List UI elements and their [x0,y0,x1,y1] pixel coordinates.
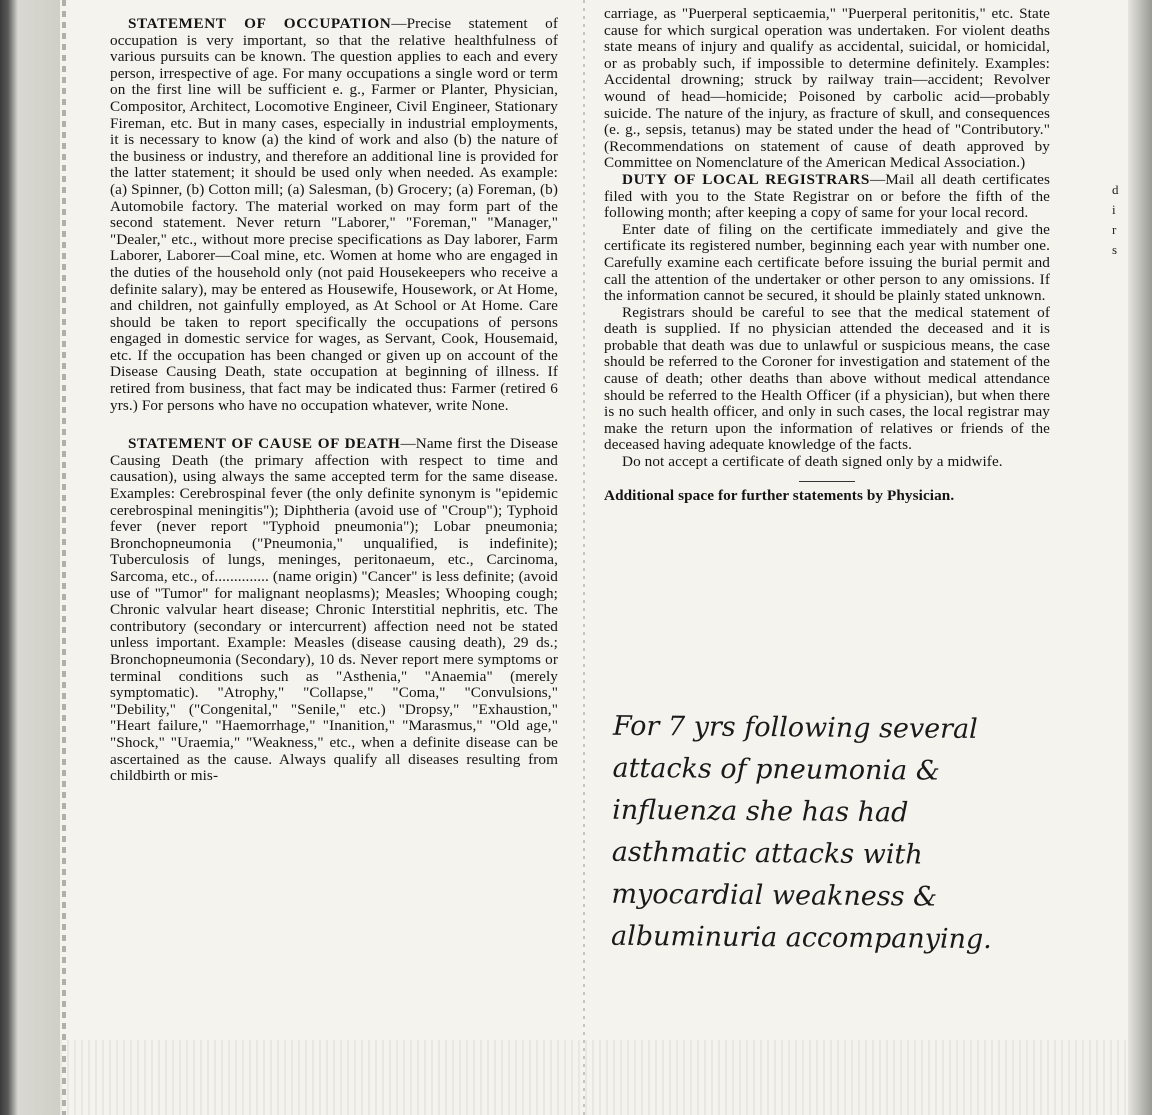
duty-paragraph-3: Registrars should be careful to see that the medical statement of death is supplied. If no physician attended the deceased and it is probable that death was due to unlawful or suspicious means, the case should be referred to the Coroner for investigation and statement of the cause of death; other deaths than above without medical attendance should be referred to the Health Officer (if a physician), but when there is no such health officer, and only in such cases, the local registrar may make the return upon the information of relatives or friends of the deceased having adequate knowledge of the facts. [604,303,1050,454]
occupation-paragraph [110,16,558,414]
edge-letter: i [1112,202,1116,217]
handwriting-line-4: asthmatic attacks with [611,836,923,871]
cause-continued: carriage, as "Puerperal septicaemia," "Puerperal peritonitis," etc. State cause for which surgical operation was undertaken. For violent deaths state means of injury and qualify as accidental, suicidal, or homicidal, or as probably such, if impossible to determine definitely. Examples: Accidental drowning; struck by railway train—accident; Revolver wound of head—homicide; Poisoned by carbolic acid—probably suicide. The nature of the injury, as fracture of skull, and consequences (e. g., sepsis, tetanus) may be stated under the head of "Contributory." (Recommendations on statement of cause of death approved by Committee on Nomenclature of the American Medical Association.) [604,5,1050,172]
handwriting-line-1: For 7 yrs following several [612,710,978,745]
cause-text: —Name first the Disease Causing Death (the primary affection with respect to time and causation), using always the same accepted term for the same disease. Examples: Cerebrospinal fever (the only definite synonym is "epidemic cerebrospinal meningitis"); Diphtheria (avoid use of "Croup"); Typhoid fever (never report "Typhoid pneumonia"); Lobar pneumonia; Bronchopneumonia ("Pneumonia," unqualified, is indefinite); Tuberculosis of lungs, meninges, peritonaeum, etc., Carcinoma, Sarcoma, etc., of.............. (name origin) "Cancer" is less definite; (avoid use of "Tumor" for malignant neoplasms); Measles; Whooping cough; Chronic valvular heart disease; Chronic Interstitial nephritis, etc. The contributory (secondary or intercurrent) affection need not be stated unless important. Example: Measles (disease causing death), 29 ds.; Bronchopneumonia (Secondary), 10 ds. Never report mere symptoms or terminal conditions such as "Asthenia," "Anaemia" (merely symptomatic). "Atrophy," "Collapse," "Coma," "Convulsions," "Debility," ("Congenital," "Senile," etc.) "Dropsy," "Exhaustion," "Heart failure," "Haemorrhage," "Inanition," "Marasmus," "Old age," "Shock," "Uraemia," "Weakness," etc., when a definite disease can be ascertained as the cause. Always qualify all diseases resulting from childbirth or mis- [110,435,558,785]
perforation-line [62,0,66,1115]
scan-noise [60,1040,1130,1115]
physician-handwritten-statement [611,706,1123,962]
edge-letter: s [1112,242,1118,257]
edge-letter: r [1112,222,1117,237]
cause-paragraph [110,436,558,784]
occupation-heading: STATEMENT OF OCCUPATION [128,15,392,32]
handwriting-line-3: influenza she has had [612,794,909,829]
additional-space-label: Additional space for further statements by Physician. [604,486,955,504]
right-column [604,6,1050,504]
occupation-text: —Precise statement of occupation is very important, so that the relative healthfulness of various pursuits can be known. The question applies to each and every person, irrespective of age. For many occupations a single word or term on the first line will be sufficient e. g., Farmer or Planter, Physician, Compositor, Architect, Locomotive Engineer, Civil Engineer, Stationary Fireman, etc. But in many cases, especially in industrial employments, it is necessary to know (a) the kind of work and also (b) the nature of the business or industry, and therefore an additional line is provided for the latter statement; it should be used only when needed. As example: (a) Spinner, (b) Cotton mill; (a) Salesman, (b) Grocery; (a) Foreman, (b) Automobile factory. The material worked on may form part of the second statement. Never return "Laborer," "Foreman," "Manager," "Dealer," etc., without more precise specifications as Day laborer, Farm Laborer, Laborer—Coal mine, etc. Women at home who are engaged in the duties of the household only (not paid Housekeepers who receive a definite salary), may be entered as Housewife, Housework, or At Home, and children, not gainfully employed, as At School or At Home. Care should be taken to report specifically the occupations of persons engaged in domestic service for wages, as Servant, Cook, Housemaid, etc. If the occupation has been changed or given up on account of the Disease Causing Death, state occupation at beginning of illness. If retired from business, that fact may be indicated thus: Farmer (retired 6 yrs.) For persons who have no occupation whatever, write None. [110,15,558,414]
duty-paragraph-2: Enter date of filing on the certificate immediately and give the certificate its registered number, beginning each year with number one. Carefully examine each certificate before issuing the burial permit and call the attention of the undertaker or other person to any omissions. If the information cannot be secured, it should be plainly stated unknown. [604,220,1050,305]
section-rule [799,481,855,482]
handwriting-line-6: albuminuria accompanying. [610,920,992,956]
left-column [110,16,558,785]
edge-letter: d [1112,182,1119,197]
column-divider [583,0,585,1115]
duty-heading: DUTY OF LOCAL REGISTRARS [622,170,870,188]
duty-paragraph [604,172,1050,222]
duty-text: —Mail all death certificates filed with you to the State Registrar on or before the fifth of the following month; after keeping a copy of same for your local record. [604,170,1050,222]
handwriting-line-2: attacks of pneumonia & [612,752,940,787]
cause-heading: STATEMENT OF CAUSE OF DEATH [128,435,401,453]
edge-letters [1112,180,1126,260]
duty-paragraph-4: Do not accept a certificate of death signed only by a midwife. [622,453,1003,471]
scan-right-edge [1128,0,1152,1115]
binding-margin-strip [0,0,60,1115]
handwriting-line-5: myocardial weakness & [611,878,938,913]
